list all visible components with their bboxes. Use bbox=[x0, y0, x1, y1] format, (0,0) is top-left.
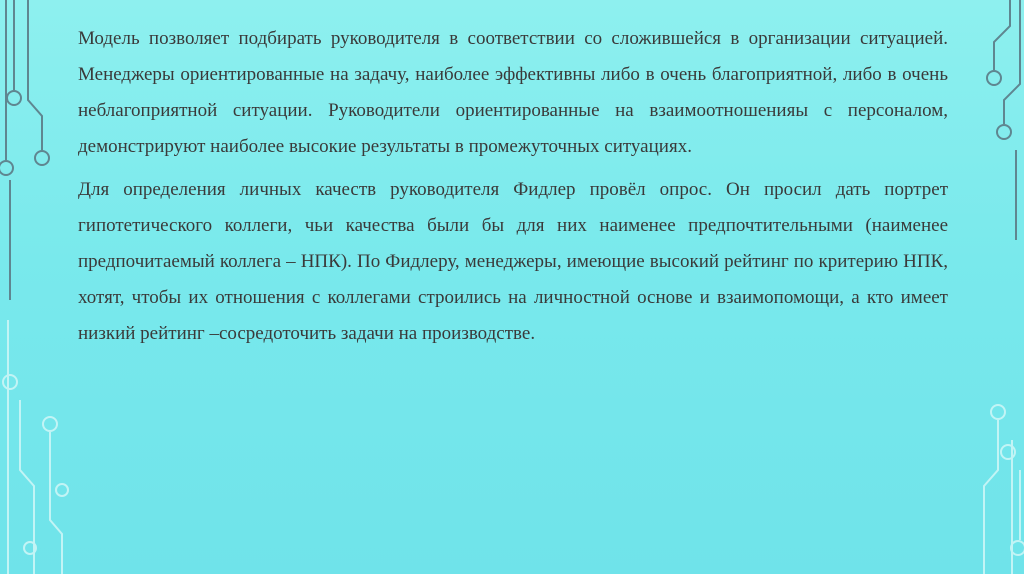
paragraph-model-description: Модель позволяет подбирать руководителя в соответствии со сложившейся в организации ситуацией. Менеджеры ориентированные на задачу, наиболее эффективны либо в очень благоприятной, либо в очень неблагоприятной ситуации. Руководители ориентированные на взаимоотношенияы с персоналом, демонстрируют наиболее высокие результаты в промежуточных ситуациях. bbox=[78, 28, 948, 157]
circuit-decoration-left bbox=[0, 0, 80, 574]
paragraph-fiedler-survey: Для определения личных качеств руководителя Фидлер провёл опрос. Он просил дать портрет гипотетического коллеги, чьи качества были бы для них наименее предпочтительными (наименее предпочитаемый коллега – НПК). По Фидлеру, менеджеры, имеющие высокий рейтинг по критерию НПК, хотят, чтобы их отношения с коллегами строились на личностной основе и взаимопомощи, а кто имеет низкий рейтинг –сосредоточить задачи на производстве. bbox=[78, 179, 948, 344]
circuit-decoration-right bbox=[964, 0, 1024, 574]
slide-body bbox=[78, 21, 948, 352]
